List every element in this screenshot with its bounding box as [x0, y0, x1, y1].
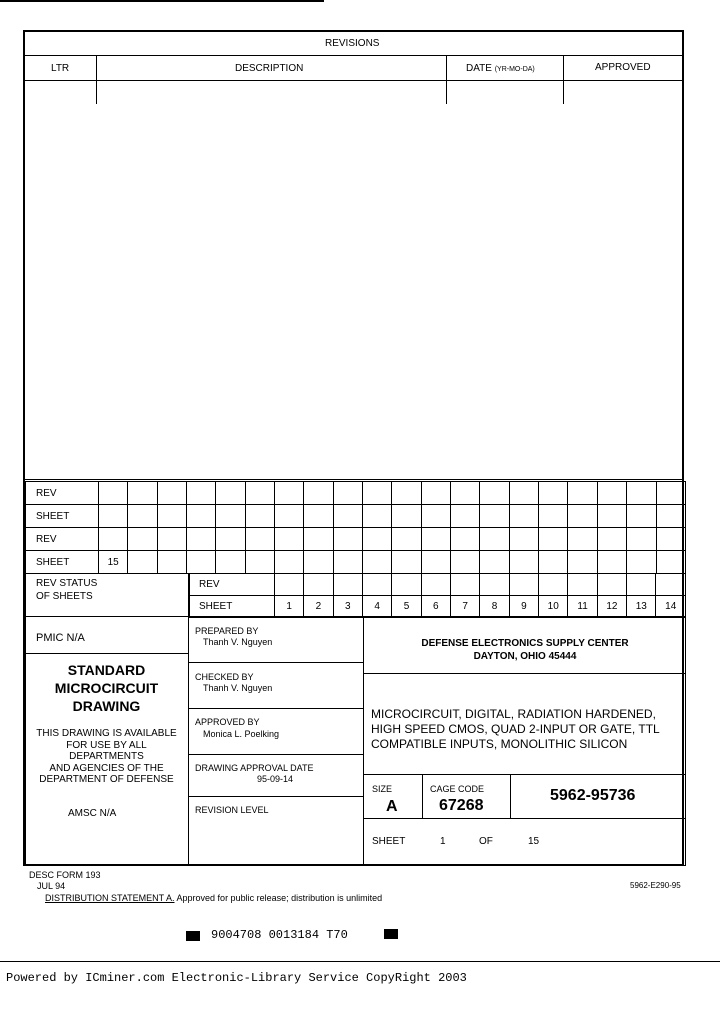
- revisions-title-rule: [25, 55, 682, 56]
- amsc: AMSC N/A: [68, 808, 117, 819]
- powered-by: Powered by ICminer.com Electronic-Library Service CopyRight 2003: [6, 971, 467, 985]
- drawing-title: [371, 707, 660, 752]
- availability-text: [25, 728, 188, 786]
- revision-level-label: REVISION LEVEL: [195, 805, 269, 815]
- cage-divider: [510, 774, 511, 818]
- sheet-cell: 7: [451, 596, 480, 618]
- top-rule: [0, 0, 324, 2]
- grid-row: [26, 482, 686, 505]
- sheet-total: 15: [528, 836, 540, 847]
- barcode-text: 9004708 0013184 T70: [211, 928, 348, 942]
- pmic-rule: [25, 653, 188, 654]
- rev-status-sheet-row: [189, 596, 686, 618]
- signoff-rule: [189, 662, 363, 663]
- document-code: 5962-E290-95: [630, 881, 681, 890]
- sheet-cell: 9: [509, 596, 538, 618]
- col-date-format: (YR-MO-DA): [494, 66, 535, 73]
- signoff-rule: [189, 796, 363, 797]
- revisions-title: REVISIONS: [325, 38, 380, 49]
- col-date: [466, 64, 535, 74]
- sheet-cell: 13: [627, 596, 656, 618]
- availability-line: THIS DRAWING IS AVAILABLE: [36, 728, 177, 739]
- prepared-by-label: PREPARED BY: [195, 626, 259, 636]
- row-label: REV: [26, 482, 99, 505]
- rev-sheet-grid: [25, 481, 686, 574]
- approved-by-label: APPROVED BY: [195, 717, 260, 727]
- standard-title: [25, 661, 188, 715]
- drawing-number: 5962-95736: [550, 787, 636, 804]
- size-divider: [422, 774, 423, 818]
- rev-col-divider-1: [96, 56, 97, 104]
- distribution-statement: [45, 894, 382, 903]
- col-date-label: DATE: [466, 63, 492, 74]
- standard-line-2: MICROCIRCUIT: [54, 680, 159, 696]
- pmic: PMIC N/A: [36, 632, 85, 644]
- grid-row: [26, 505, 686, 528]
- sheet-cell: 12: [597, 596, 626, 618]
- rev-status-label-1: REV STATUS: [36, 578, 98, 589]
- revisions-area-bottom: [25, 479, 682, 480]
- availability-line: AND AGENCIES OF THE: [49, 762, 164, 774]
- title-rule: [364, 774, 686, 775]
- sheet-number: 1: [440, 836, 446, 847]
- barcode-mark-left: [186, 931, 200, 941]
- ident-rule: [364, 818, 686, 819]
- col-description: DESCRIPTION: [235, 63, 304, 74]
- signoff-block: [189, 617, 364, 866]
- cage-code-value: 67268: [439, 797, 484, 814]
- checked-by-name: Thanh V. Nguyen: [203, 683, 273, 693]
- col-approved: APPROVED: [595, 62, 651, 73]
- form-date: JUL 94: [37, 881, 66, 891]
- agency-name: [364, 637, 686, 663]
- sheet-cell: 6: [421, 596, 450, 618]
- title-line-3: COMPATIBLE INPUTS, MONOLITHIC SILICON: [371, 737, 628, 751]
- rev-status-label-2: OF SHEETS: [36, 591, 93, 602]
- of-label: OF: [479, 836, 493, 847]
- barcode-mark-right: [384, 929, 398, 939]
- rev-status-grid: [188, 573, 686, 618]
- sheet-cell: 14: [656, 596, 686, 618]
- revisions-header-rule: [25, 80, 682, 81]
- approval-date: 95-09-14: [257, 774, 294, 784]
- sheet-cell: 1: [274, 596, 303, 618]
- distribution-label: DISTRIBUTION STATEMENT A.: [45, 893, 175, 903]
- sheet-cell: 4: [362, 596, 391, 618]
- sheet-cell: 2: [304, 596, 333, 618]
- left-title-block: [25, 617, 189, 866]
- rev-status-rev-row: [189, 574, 686, 596]
- standard-line-3: DRAWING: [72, 698, 141, 714]
- rev-col-divider-3: [563, 56, 564, 104]
- signoff-rule: [189, 754, 363, 755]
- sheet-label: SHEET: [189, 596, 275, 618]
- size-label: SIZE: [372, 784, 393, 794]
- sheet-label: SHEET: [372, 836, 406, 847]
- availability-line: FOR USE BY ALL: [66, 739, 147, 751]
- approved-by-name: Monica L. Poelking: [203, 729, 280, 739]
- row-label: REV: [26, 528, 99, 551]
- grid-row: [26, 551, 686, 574]
- distribution-text: Approved for public release; distribution is unlimited: [176, 893, 383, 903]
- form-number: DESC FORM 193: [29, 870, 101, 880]
- prepared-by-name: Thanh V. Nguyen: [203, 637, 273, 647]
- sheet-cell: 10: [539, 596, 568, 618]
- size-value: A: [386, 798, 398, 815]
- cage-code-label: CAGE CODE: [430, 784, 485, 794]
- checked-by-label: CHECKED BY: [195, 672, 254, 682]
- sheet-cell: 8: [480, 596, 509, 618]
- rev-label: REV: [189, 574, 275, 596]
- agency-line-1: DEFENSE ELECTRONICS SUPPLY CENTER: [421, 638, 629, 649]
- grid-row: [26, 528, 686, 551]
- right-title-block: [364, 617, 686, 866]
- standard-line-1: STANDARD: [67, 662, 146, 678]
- availability-line: DEPARTMENTS: [69, 751, 144, 763]
- title-line-2: HIGH SPEED CMOS, QUAD 2-INPUT OR GATE, TTL: [371, 722, 660, 736]
- sheet-cell: 5: [392, 596, 421, 618]
- approval-date-label: DRAWING APPROVAL DATE: [195, 763, 314, 773]
- sheet-cell: 11: [568, 596, 597, 618]
- rev-col-divider-2: [446, 56, 447, 104]
- agency-line-2: DAYTON, OHIO 45444: [473, 651, 577, 662]
- agency-rule: [364, 673, 686, 674]
- signoff-rule: [189, 708, 363, 709]
- row-label: SHEET: [26, 505, 99, 528]
- sheet-cell: 3: [333, 596, 362, 618]
- title-line-1: MICROCIRCUIT, DIGITAL, RADIATION HARDENED,: [371, 707, 656, 721]
- availability-line: DEPARTMENT OF DEFENSE: [39, 774, 174, 786]
- row-label: SHEET: [26, 551, 99, 574]
- col-ltr: LTR: [51, 63, 70, 74]
- footer-rule: [0, 961, 720, 962]
- sheet-15-cell: 15: [98, 551, 127, 574]
